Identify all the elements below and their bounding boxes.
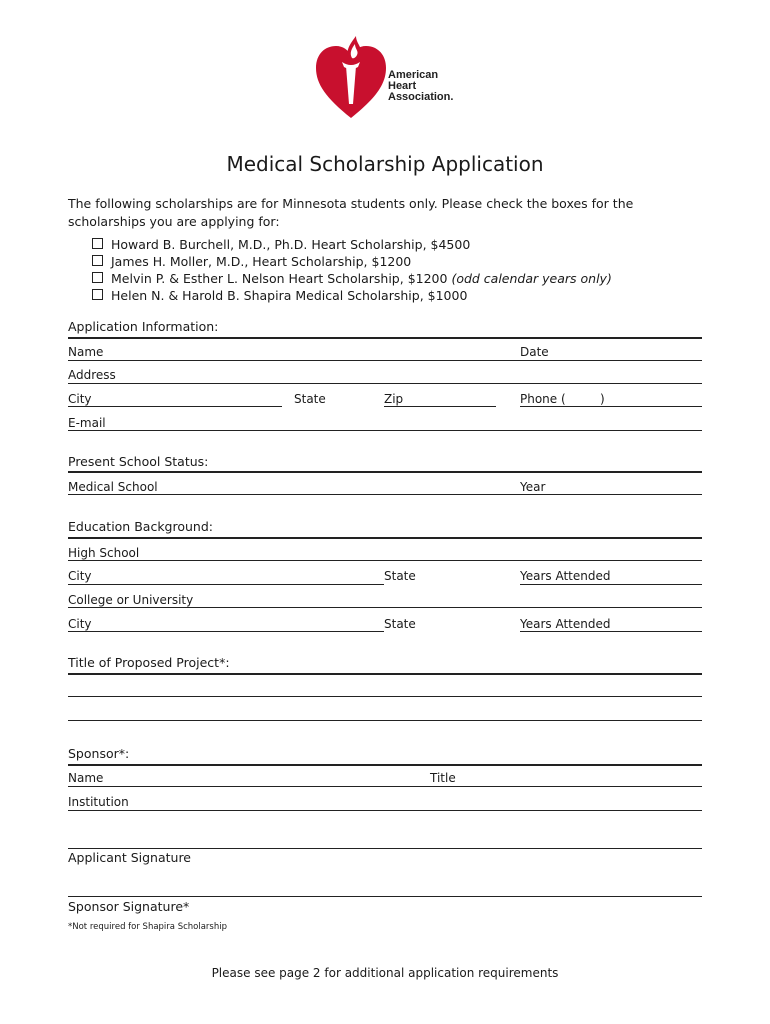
checkbox[interactable] (92, 255, 103, 266)
name-field[interactable] (68, 360, 702, 361)
scholarship-option[interactable]: Melvin P. & Esther L. Nelson Heart Scholarship, $1200 (odd calendar years only) (92, 270, 612, 287)
applicant-signature-line[interactable] (68, 848, 702, 849)
college-years-label: Years Attended (520, 617, 611, 631)
intro-text: The following scholarships are for Minnesota students only. Please check the boxes for the scholarships you are applying for: (68, 196, 634, 229)
email-field[interactable] (68, 430, 702, 431)
section-heading-project: Title of Proposed Project*: (68, 655, 230, 670)
section-heading-education: Education Background: (68, 519, 213, 534)
hs-years-field[interactable] (520, 584, 702, 585)
checkbox[interactable] (92, 238, 103, 249)
sponsor-name-label: Name (68, 771, 104, 785)
project-line-2[interactable] (68, 720, 702, 721)
college-years-field[interactable] (520, 631, 702, 632)
phone-field[interactable] (520, 406, 702, 407)
sponsor-title-label: Title (430, 771, 456, 785)
scholarship-option[interactable]: James H. Moller, M.D., Heart Scholarship, $1200 (92, 253, 411, 270)
address-field[interactable] (68, 383, 702, 384)
state-label: State (294, 392, 326, 406)
section-divider (68, 537, 702, 539)
city-label: City (68, 392, 92, 406)
heart-torch-icon (316, 32, 386, 122)
checkbox[interactable] (92, 289, 103, 300)
medical-school-field[interactable] (68, 494, 702, 495)
page-title: Medical Scholarship Application (226, 152, 544, 176)
sponsor-signature-label: Sponsor Signature* (68, 899, 190, 914)
scholarship-option[interactable]: Howard B. Burchell, M.D., Ph.D. Heart Scholarship, $4500 (92, 236, 470, 253)
college-state-label: State (384, 617, 416, 631)
address-label: Address (68, 368, 116, 382)
section-divider (68, 673, 702, 675)
hs-years-label: Years Attended (520, 569, 611, 583)
high-school-field[interactable] (68, 560, 702, 561)
checkbox[interactable] (92, 272, 103, 283)
email-label: E-mail (68, 416, 106, 430)
institution-label: Institution (68, 795, 129, 809)
college-city-field[interactable] (68, 631, 384, 632)
date-label: Date (520, 345, 549, 359)
high-school-label: High School (68, 546, 140, 560)
sponsor-signature-line[interactable] (68, 896, 702, 897)
logo-wordmark: American Heart Association. (388, 69, 454, 103)
section-heading-sponsor: Sponsor*: (68, 746, 130, 761)
scholarship-option[interactable]: Helen N. & Harold B. Shapira Medical Scholarship, $1000 (92, 287, 467, 304)
section-heading-application: Application Information: (68, 319, 219, 334)
applicant-signature-label: Applicant Signature (68, 850, 191, 865)
institution-field[interactable] (68, 810, 702, 811)
hs-city-field[interactable] (68, 584, 384, 585)
aha-logo (316, 32, 476, 122)
college-city-label: City (68, 617, 92, 631)
footnote: *Not required for Shapira Scholarship (68, 922, 227, 932)
phone-close: ) (600, 392, 605, 406)
college-label: College or University (68, 593, 194, 607)
hs-city-label: City (68, 569, 92, 583)
college-field[interactable] (68, 607, 702, 608)
zip-label: Zip (384, 392, 404, 406)
city-field[interactable] (68, 406, 282, 407)
year-label: Year (520, 480, 546, 494)
section-divider (68, 764, 702, 766)
sponsor-name-field[interactable] (68, 786, 702, 787)
section-divider (68, 471, 702, 473)
project-line-1[interactable] (68, 696, 702, 697)
medical-school-label: Medical School (68, 480, 158, 494)
phone-label: Phone ( (520, 392, 566, 406)
section-heading-school: Present School Status: (68, 454, 209, 469)
hs-state-label: State (384, 569, 416, 583)
section-divider (68, 337, 702, 339)
zip-field[interactable] (384, 406, 496, 407)
footer-note: Please see page 2 for additional application requirements (211, 966, 559, 980)
name-label: Name (68, 345, 104, 359)
